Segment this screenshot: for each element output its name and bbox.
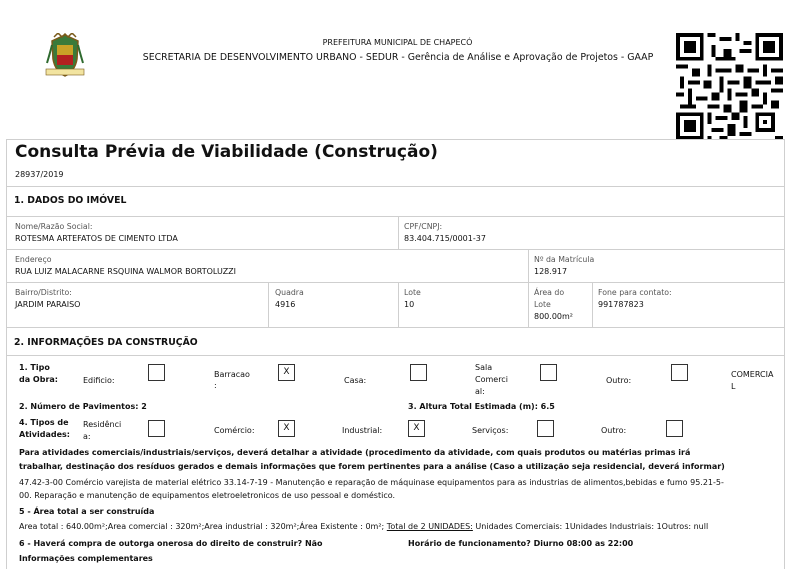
section1-title: 1. DADOS DO IMÓVEL [14, 195, 127, 206]
units-total: Total de 2 UNIDADES: [386, 522, 473, 531]
endereco-label: Endereço [15, 255, 52, 264]
instruction-line-1: Para atividades comerciais/industriais/serviços, deverá detalhar a atividade (procedimento da atividade, com quais produtos ou matérias primas irá [19, 448, 691, 457]
obra-outro-checkbox[interactable] [671, 364, 688, 381]
informacoes-complementares: Informações complementares [19, 554, 153, 563]
q5-area-title: 5 - Área total a ser construída [19, 507, 155, 516]
protocol-number: 28937/2019 [15, 170, 64, 179]
bairro-value: JARDIM PARAISO [15, 300, 81, 309]
divider [528, 249, 529, 282]
municipality-name: PREFEITURA MUNICIPAL DE CHAPECÓ [322, 38, 473, 47]
q4-label-2: Atividades: [19, 430, 70, 439]
ativ-comercio-label: Comércio: [214, 426, 255, 435]
q1-label-2: da Obra: [19, 375, 58, 384]
matricula-label: Nº da Matrícula [534, 255, 595, 264]
secretariat-name: SECRETARIA DE DESENVOLVIMENTO URBANO - SEDUR - Gerência de Análise e Aprovação de Projetos - GAAP [142, 52, 654, 63]
ativ-residencia-checkbox[interactable] [148, 420, 165, 437]
cpf-value: 83.404.715/0001-37 [404, 234, 486, 243]
ativ-industrial-checkbox[interactable]: X [408, 420, 425, 437]
q4-label: 4. Tipos de [19, 418, 69, 427]
area-label-2: Lote [534, 300, 551, 309]
page-title: Consulta Prévia de Viabilidade (Construção) [15, 142, 438, 162]
area-values: Area total : 640.00m²;Area comercial : 320m²;Area industrial : 320m²;Área Existente : 0m²; [19, 522, 385, 531]
obra-edificio-label: Edificio: [83, 376, 115, 385]
ativ-comercio-checkbox[interactable]: X [278, 420, 295, 437]
lote-label: Lote [404, 288, 421, 297]
divider [528, 282, 529, 327]
obra-casa-label: Casa: [344, 376, 367, 385]
activity-description-2: 00. Reparação e manutenção de equipamentos eletroeletronicos de uso pessoal e doméstico. [19, 491, 396, 500]
obra-outro-value: COMERCIA [731, 370, 774, 379]
ativ-residencia-label: Residênci [83, 420, 122, 429]
ativ-outro-checkbox[interactable] [666, 420, 683, 437]
obra-edificio-checkbox[interactable] [148, 364, 165, 381]
fone-label: Fone para contato: [598, 288, 672, 297]
obra-outro-value-2: L [731, 382, 736, 391]
municipal-crest-icon [42, 33, 88, 79]
units-details: Unidades Comerciais: 1Unidades Industriais: 1Outros: null [472, 522, 709, 531]
divider [398, 282, 399, 327]
divider [6, 249, 785, 250]
obra-sala-label-2: Comerci [475, 375, 508, 384]
divider [6, 282, 785, 283]
cpf-label: CPF/CNPJ: [404, 222, 443, 231]
ativ-industrial-label: Industrial: [342, 426, 383, 435]
activity-description-1: 47.42-3-00 Comércio varejista de material elétrico 33.14-7-19 - Manutenção e reparação de máquinase equipamentos para as industrias de alimentos,bebidas e fumo 95.21-5- [19, 478, 724, 487]
fone-value: 991787823 [598, 300, 644, 309]
section2-title: 2. INFORMAÇÕES DA CONSTRUÇÃO [14, 337, 198, 348]
obra-barracao-checkbox[interactable]: X [278, 364, 295, 381]
q3-altura: 3. Altura Total Estimada (m): 6.5 [408, 402, 555, 411]
horario-funcionamento: Horário de funcionamento? Diurno 08:00 as 22:00 [408, 539, 634, 548]
obra-sala-label: Sala [475, 363, 493, 372]
nome-value: ROTESMA ARTEFATOS DE CIMENTO LTDA [15, 234, 178, 243]
instruction-line-2: trabalhar, destinação dos resíduos gerados e demais informações que forem pertinentes para a análise (Caso a utilização seja residencial, deverá informar) [19, 462, 725, 471]
endereco-value: RUA LUIZ MALACARNE RSQUINA WALMOR BORTOLUZZI [15, 267, 237, 276]
divider [592, 282, 593, 327]
quadra-label: Quadra [275, 288, 304, 297]
q6-outorga: 6 - Haverá compra de outorga onerosa do direito de construir? Não [19, 539, 323, 548]
obra-sala-label-3: al: [475, 387, 485, 396]
area-value: 800.00m² [534, 312, 573, 321]
divider [6, 327, 785, 328]
area-label: Área do [534, 288, 565, 297]
matricula-value: 128.917 [534, 267, 568, 276]
ativ-servicos-checkbox[interactable] [537, 420, 554, 437]
obra-barracao-label-2: : [214, 381, 217, 390]
q2-pavimentos: 2. Número de Pavimentos: 2 [19, 402, 147, 411]
q1-label: 1. Tipo [19, 363, 50, 372]
qr-code-icon [676, 33, 783, 140]
quadra-value: 4916 [275, 300, 296, 309]
divider [6, 186, 785, 187]
ativ-outro-label: Outro: [601, 426, 627, 435]
obra-sala-checkbox[interactable] [540, 364, 557, 381]
divider [268, 282, 269, 327]
ativ-residencia-label-2: a: [83, 432, 91, 441]
divider [6, 355, 785, 356]
nome-label: Nome/Razão Social: [15, 222, 93, 231]
divider [6, 216, 785, 217]
area-details [19, 521, 708, 532]
lote-value: 10 [404, 300, 415, 309]
divider [398, 216, 399, 249]
obra-outro-label: Outro: [606, 376, 632, 385]
obra-barracao-label: Barracao [214, 370, 250, 379]
bairro-label: Bairro/Distrito: [15, 288, 72, 297]
ativ-servicos-label: Serviços: [472, 426, 509, 435]
obra-casa-checkbox[interactable] [410, 364, 427, 381]
